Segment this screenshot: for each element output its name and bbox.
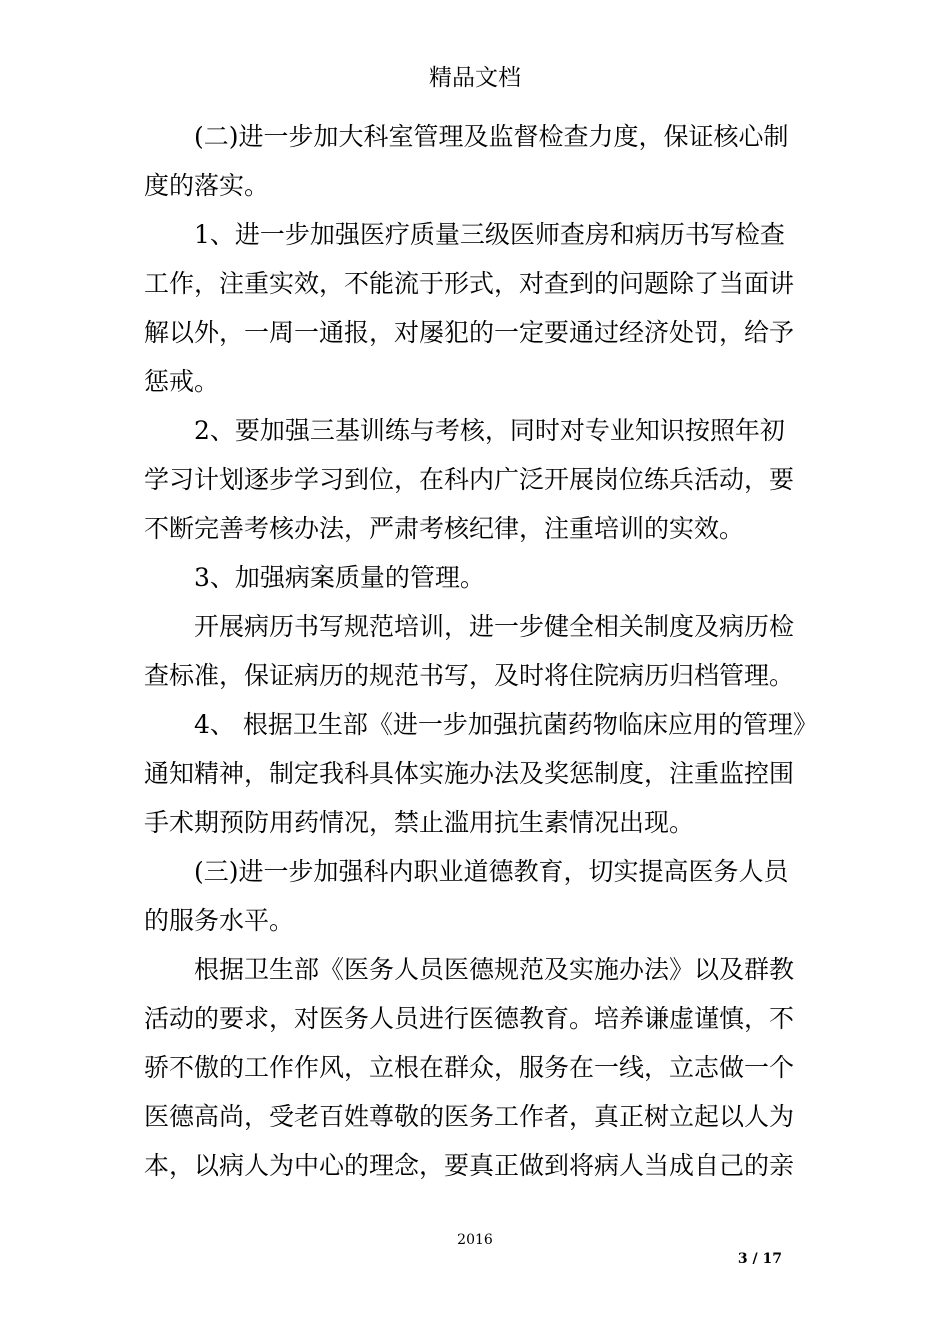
text-line: 1、进一步加强医疗质量三级医师查房和病历书写检查 [194,220,785,249]
text-line: 2、要加强三基训练与考核，同时对专业知识按照年初 [194,416,785,445]
text-line: 开展病历书写规范培训，进一步健全相关制度及病历检 [194,612,795,641]
page-number: 3 / 17 [737,1251,782,1267]
text-line: 3、加强病案质量的管理。 [194,563,485,592]
text-line: 骄不傲的工作作风，立根在群众，服务在一线，立志做一个 [144,1053,795,1082]
text-line: 的服务水平。 [144,906,295,935]
page-header-title: 精品文档 [429,65,521,91]
text-line: 4、 根据卫生部《进一步加强抗菌药物临床应用的管理》 [194,710,818,739]
text-line: (三)进一步加强科内职业道德教育，切实提高医务人员 [194,857,789,886]
text-line: 查标准，保证病历的规范书写，及时将住院病历归档管理。 [144,661,795,690]
text-line: 通知精神，制定我科具体实施办法及奖惩制度，注重监控围 [144,759,795,788]
text-line: 本，以病人为中心的理念，要真正做到将病人当成自己的亲 [144,1151,795,1180]
footer-year: 2016 [457,1232,493,1248]
text-line: 学习计划逐步学习到位，在科内广泛开展岗位练兵活动，要 [144,465,795,494]
document-body [144,112,824,1190]
text-line: 解以外，一周一通报，对屡犯的一定要通过经济处罚，给予 [144,318,795,347]
text-line: 手术期预防用药情况，禁止滥用抗生素情况出现。 [144,808,695,837]
text-line: (二)进一步加大科室管理及监督检查力度，保证核心制 [194,122,789,151]
text-line: 根据卫生部《医务人员医德规范及实施办法》以及群教 [194,955,795,984]
text-line: 惩戒。 [144,367,220,396]
text-line: 活动的要求，对医务人员进行医德教育。培养谦虚谨慎，不 [144,1004,795,1033]
text-line: 不断完善考核办法，严肃考核纪律，注重培训的实效。 [144,514,745,543]
text-line: 度的落实。 [144,171,270,200]
text-line: 工作，注重实效，不能流于形式，对查到的问题除了当面讲 [144,269,795,298]
text-line: 医德高尚，受老百姓尊敬的医务工作者，真正树立起以人为 [144,1102,795,1131]
